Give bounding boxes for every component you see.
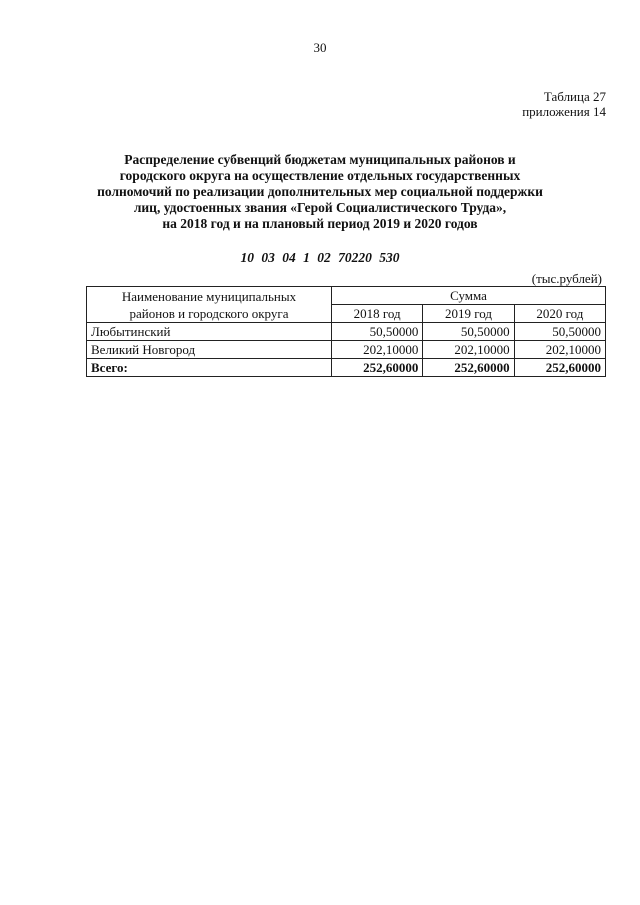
units-label: (тыс.рублей) [531,271,602,286]
budget-classification-code: 10 03 04 1 02 70220 530 [240,250,400,265]
page-number: 30 [313,40,327,55]
table-total-row [87,359,606,377]
table-reference-line2: приложения 14 [522,104,606,119]
document-title [60,152,580,232]
table-header-row [87,287,606,305]
subvention-table [86,286,606,377]
title-line: Распределение субвенций бюджетам муниципальных районов и [124,152,516,167]
row-value-2018: 50,50000 [332,323,423,341]
row-name: Любытинский [87,323,332,341]
column-header-sum: Сумма [332,287,606,305]
row-value-2019: 202,10000 [423,341,514,359]
column-header-name [87,287,332,323]
table-reference [522,89,606,119]
column-header-year-2019: 2019 год [423,305,514,323]
total-value-2020: 252,60000 [514,359,605,377]
table-row [87,341,606,359]
row-name: Великий Новгород [87,341,332,359]
row-value-2018: 202,10000 [332,341,423,359]
column-header-name-line1: Наименование муниципальных [121,288,297,304]
column-header-year-2020: 2020 год [514,305,605,323]
row-value-2020: 50,50000 [514,323,605,341]
title-line: на 2018 год и на плановый период 2019 и 2020 годов [162,216,478,231]
total-value-2019: 252,60000 [423,359,514,377]
column-header-year-2018: 2018 год [332,305,423,323]
row-value-2020: 202,10000 [514,341,605,359]
row-value-2019: 50,50000 [423,323,514,341]
total-value-2018: 252,60000 [332,359,423,377]
column-header-name-line2: районов и городского округа [129,305,289,321]
title-line: лиц, удостоенных звания «Герой Социалистического Труда», [133,200,507,215]
table-row [87,323,606,341]
table-reference-line1: Таблица 27 [543,89,606,104]
total-label: Всего: [87,359,332,377]
title-line: городского округа на осуществление отдельных государственных [119,168,521,183]
title-line: полномочий по реализации дополнительных мер социальной поддержки [97,184,543,199]
